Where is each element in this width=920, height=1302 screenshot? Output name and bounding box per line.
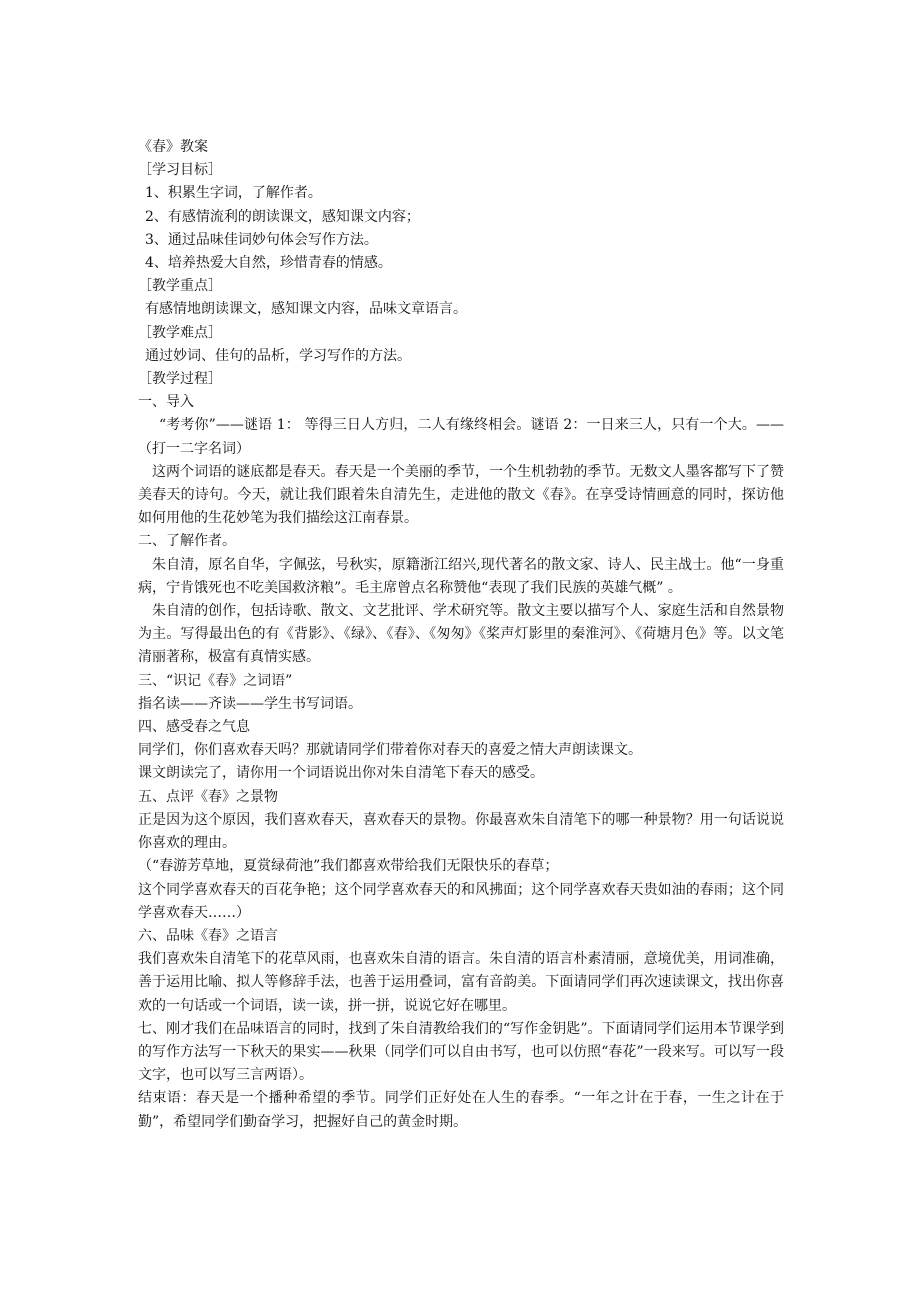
section-3-text: 指名读——齐读——学生书写词语。 (138, 695, 362, 712)
goal-item-1: 1、积累生字词，了解作者。 (145, 185, 322, 202)
section-4-heading: 四、感受春之气息 (138, 719, 250, 736)
section-4-paragraph-1: 同学们，你们喜欢春天吗？那就请同学们带着你对春天的喜爱之情大声朗读课文。 (138, 742, 642, 759)
section-1-riddle: “考考你”——谜语 1： 等得三日人方归，二人有缘终相会。谜语 2：一日来三人，只有一个大。——（打一二字名词） (138, 417, 784, 457)
section-5-paragraph-2: （“春游芳草地，夏赏绿荷池”我们都喜欢带给我们无限快乐的春草； (138, 858, 559, 875)
section-2-heading: 二、了解作者。 (138, 533, 236, 550)
difficult-points-text: 通过妙词、佳句的品析，学习写作的方法。 (145, 347, 411, 364)
lesson-plan-document (138, 136, 784, 1134)
section-5-paragraph-3: 这个同学喜欢春天的百花争艳；这个同学喜欢春天的和风拂面；这个同学喜欢春天贵如油的春雨；这个同学喜欢春天……） (138, 881, 784, 921)
section-1-intro: 这两个词语的谜底都是春天。春天是一个美丽的季节，一个生机勃勃的季节。无数文人墨客都写下了赞美春天的诗句。今天，就让我们跟着朱自清先生，走进他的散文《春》。在享受诗情画意的同时，探访他如何用他的生花妙笔为我们描绘这江南春景。 (138, 463, 784, 527)
document-title: 《春》教案 (138, 139, 208, 155)
section-5-paragraph-1: 正是因为这个原因，我们喜欢春天，喜欢春天的景物。你最喜欢朱自清笔下的哪一种景物？用一句话说说你喜欢的理由。 (138, 811, 784, 852)
key-points-heading: ［教学重点］ (138, 278, 222, 295)
section-3-heading: 三、“识记《春》之词语” (138, 672, 293, 689)
goals-heading: ［学习目标］ (138, 162, 222, 179)
process-heading: ［教学过程］ (138, 371, 222, 388)
section-4-paragraph-2: 课文朗读完了，请你用一个词语说出你对朱自清笔下春天的感受。 (138, 765, 544, 782)
section-5-heading: 五、点评《春》之景物 (138, 788, 278, 805)
section-1-heading: 一、导入 (138, 394, 194, 411)
difficult-points-heading: ［教学难点］ (138, 324, 222, 341)
section-2-paragraph-2: 朱自清的创作，包括诗歌、散文、文艺批评、学术研究等。散文主要以描写个人、家庭生活和自然景物为主。写得最出色的有《背影》、《绿》、《春》、《匆匆》《桨声灯影里的秦淮河》、《荷塘月色》等。以文笔清丽著称，极富有真情实感。 (138, 603, 784, 666)
goal-item-2: 2、有感情流利的朗读课文，感知课文内容； (145, 208, 420, 225)
section-7-paragraph-1: 七、刚才我们在品味语言的同时，找到了朱自清教给我们的“写作金钥匙”。下面请同学们运用本节课学到的写作方法写一下秋天的果实——秋果（同学们可以自由书写，也可以仿照“春花”一段来写。可以写一段文字，也可以写三言两语）。 (138, 1020, 784, 1084)
section-6-paragraph-1: 我们喜欢朱自清笔下的花草风雨，也喜欢朱自清的语言。朱自清的语言朴素清丽，意境优美，用词准确，善于运用比喻、拟人等修辞手法，也善于运用叠词，富有音韵美。下面请同学们再次速读课文，找出你喜欢的一句话或一个词语，读一读，拼一拼，说说它好在哪里。 (138, 951, 784, 1014)
closing-remarks: 结束语：春天是一个播种希望的季节。同学们正好处在人生的春季。“一年之计在于春，一生之计在于勤”，希望同学们勤奋学习，把握好自己的黄金时期。 (138, 1090, 784, 1130)
goal-item-3: 3、通过品味佳词妙句体会写作方法。 (145, 231, 378, 248)
key-points-text: 有感情地朗读课文，感知课文内容，品味文章语言。 (145, 301, 467, 318)
section-6-heading: 六、品味《春》之语言 (138, 927, 278, 944)
goal-item-4: 4、培养热爱大自然，珍惜青春的情感。 (145, 255, 392, 272)
section-2-paragraph-1: 朱自清，原名自华，字佩弦，号秋实，原籍浙江绍兴,现代著名的散文家、诗人、民主战士。他“一身重病，宁肯饿死也不吃美国救济粮”。毛主席曾点名称赞他“表现了我们民族的英雄气概” 。 (138, 556, 784, 596)
